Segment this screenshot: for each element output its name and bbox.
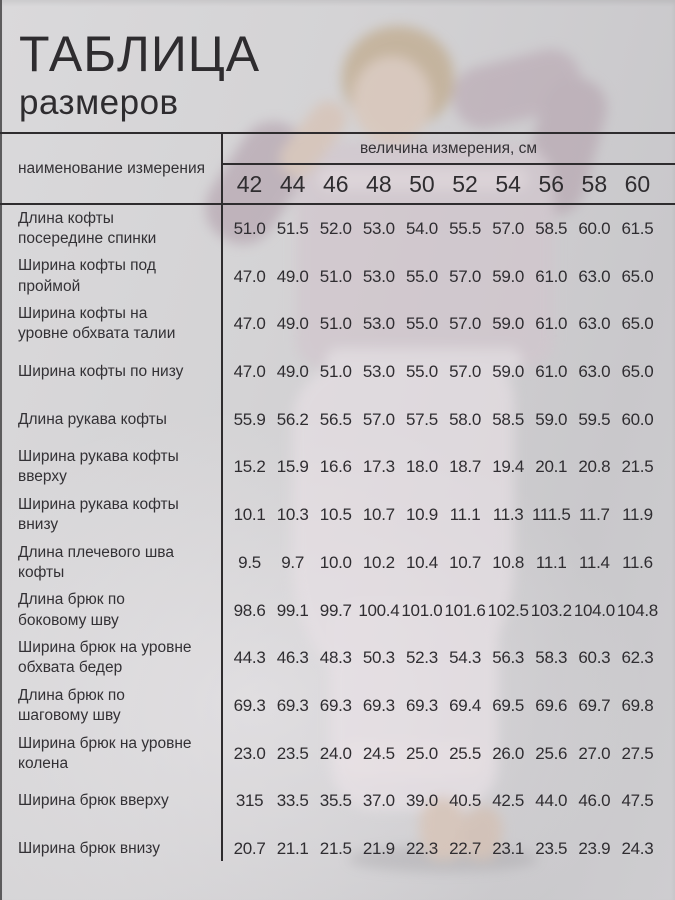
measurement-name: Ширина брюк внизу (18, 840, 160, 858)
measurement-value: 10.1 (233, 505, 266, 525)
measurement-value: 69.3 (233, 696, 266, 716)
measurement-name: Длина брюк по боковому шву (18, 591, 125, 629)
measurement-value: 65.0 (621, 314, 654, 334)
measurement-value: 10.4 (405, 552, 438, 572)
measurement-value: 58.0 (449, 409, 481, 429)
size-column-header: 56 (538, 170, 565, 197)
measurement-value: 53.0 (362, 266, 395, 286)
measurement-value: 111.5 (531, 505, 571, 525)
measurement-value: 54.3 (449, 648, 481, 668)
measurement-value: 69.3 (276, 696, 309, 716)
page-title (19, 26, 261, 122)
measurement-value: 39.0 (405, 791, 438, 811)
measurement-value: 69.6 (535, 696, 568, 716)
measurement-value: 25.0 (405, 743, 438, 763)
measurement-value: 51.0 (319, 266, 352, 286)
measurement-value: 49.0 (276, 314, 309, 334)
measurement-value: 10.2 (362, 552, 395, 572)
measurement-values (222, 314, 675, 334)
measurement-value: 10.9 (405, 505, 438, 525)
measurement-value: 25.6 (535, 743, 568, 763)
table-row (0, 348, 675, 396)
measurement-name: Ширина рукава кофты внизу (18, 496, 179, 534)
measurement-value: 19.4 (492, 457, 525, 477)
measurement-value: 69.5 (492, 696, 525, 716)
measurement-value: 23.1 (492, 839, 525, 859)
measurement-value: 69.7 (578, 696, 611, 716)
measurement-value: 59.0 (535, 409, 568, 429)
measurement-values (222, 362, 675, 382)
measurement-value: 11.9 (622, 505, 653, 525)
measurement-values (222, 696, 675, 716)
measurement-name: Ширина кофты под проймой (18, 257, 156, 295)
measurement-value: 47.0 (233, 266, 266, 286)
table-row (0, 825, 675, 873)
measurement-value: 104.8 (616, 600, 658, 620)
measurement-value: 10.3 (276, 505, 309, 525)
measurement-name: Длина кофты посередине спинки (18, 209, 157, 247)
measurement-value: 37.0 (362, 791, 395, 811)
measurement-name: Длина рукава кофты (18, 410, 167, 428)
measurement-value: 47.0 (233, 314, 266, 334)
measurement-value: 69.3 (362, 696, 395, 716)
measurement-value: 53.0 (362, 218, 395, 238)
measurement-value: 42.5 (492, 791, 525, 811)
measurement-value: 21.5 (319, 839, 352, 859)
measurement-value: 18.0 (405, 457, 438, 477)
measurement-value: 10.0 (319, 552, 352, 572)
measurement-value: 60.3 (578, 648, 611, 668)
measurement-value: 55.5 (449, 218, 481, 238)
measurement-value: 101.6 (444, 600, 486, 620)
measurement-value: 61.5 (621, 218, 654, 238)
measurement-value: 54.0 (405, 218, 438, 238)
measurement-value: 59.0 (492, 266, 525, 286)
measurement-value: 49.0 (276, 362, 309, 382)
measurement-value: 57.0 (362, 409, 395, 429)
table-row (0, 253, 675, 301)
measurement-value: 18.7 (449, 457, 481, 477)
measurement-value: 57.5 (405, 409, 438, 429)
measurement-value: 57.0 (449, 266, 481, 286)
measurement-values (222, 219, 675, 239)
measurement-value: 47.0 (233, 362, 266, 382)
measurement-name: Ширина кофты по низу (18, 362, 184, 380)
measurement-value: 11.6 (622, 552, 653, 572)
measurement-name: Ширина рукава кофты вверху (18, 448, 179, 486)
model-face (352, 56, 432, 144)
measurement-value: 65.0 (621, 362, 654, 382)
measurement-values (222, 791, 675, 811)
measurement-value: 63.0 (578, 314, 611, 334)
measurement-values (222, 744, 675, 764)
measurement-value: 53.0 (362, 362, 395, 382)
measurement-value: 47.5 (621, 791, 654, 811)
measurement-values (222, 553, 675, 573)
measurement-value: 11.3 (492, 505, 524, 525)
measurement-value: 57.0 (492, 218, 525, 238)
measurement-value: 20.7 (233, 839, 266, 859)
table-row (0, 634, 675, 682)
measurement-value: 51.5 (276, 218, 309, 238)
measurement-values (222, 267, 675, 287)
measurement-value: 51.0 (319, 362, 352, 382)
measurement-name: Ширина брюк на уровне обхвата бедер (18, 639, 192, 677)
measurement-value: 10.8 (492, 552, 525, 572)
measurement-value: 10.7 (449, 552, 481, 572)
measurement-value: 33.5 (276, 791, 309, 811)
measurement-value: 27.5 (621, 743, 654, 763)
measurement-value: 52.0 (319, 218, 352, 238)
table-row (0, 682, 675, 730)
size-column-header: 54 (495, 170, 521, 197)
values-column-header: величина измерения, см (359, 140, 537, 157)
measurement-values (222, 505, 675, 525)
measurement-value: 27.0 (578, 743, 611, 763)
table-row (0, 539, 675, 587)
measurement-value: 59.5 (578, 409, 611, 429)
size-column-header: 48 (366, 170, 392, 197)
measurement-value: 63.0 (578, 266, 611, 286)
name-column-header: наименование измерения (18, 159, 206, 177)
measurement-value: 57.0 (449, 362, 481, 382)
measurement-value: 57.0 (449, 314, 481, 334)
measurement-value: 315 (235, 791, 264, 811)
measurement-value: 40.5 (449, 791, 481, 811)
measurement-value: 56.3 (492, 648, 525, 668)
measurement-value: 50.3 (362, 648, 395, 668)
sizes-row (222, 165, 675, 203)
page-title-line2: размеров (19, 83, 179, 122)
measurement-value: 62.3 (621, 648, 654, 668)
measurement-value: 23.5 (276, 743, 309, 763)
measurement-value: 99.7 (319, 600, 352, 620)
measurement-value: 11.4 (579, 552, 610, 572)
measurement-value: 25.5 (449, 743, 481, 763)
measurement-value: 59.0 (492, 314, 525, 334)
table-row (0, 205, 675, 253)
size-column-header: 60 (624, 170, 651, 197)
measurement-values (222, 410, 675, 430)
measurement-value: 10.5 (319, 505, 352, 525)
size-column-header: 58 (581, 170, 608, 197)
measurement-value: 61.0 (535, 362, 568, 382)
measurement-values (222, 457, 675, 477)
measurement-value: 49.0 (276, 266, 309, 286)
measurement-value: 24.5 (362, 743, 395, 763)
measurement-value: 15.2 (233, 457, 266, 477)
measurement-value: 21.5 (621, 457, 654, 477)
size-column-header: 46 (322, 170, 349, 197)
measurement-value: 48.3 (319, 648, 352, 668)
measurement-value: 52.3 (405, 648, 438, 668)
measurement-value: 51.0 (233, 218, 266, 238)
measurement-value: 17.3 (362, 457, 395, 477)
measurement-value: 101.0 (401, 600, 443, 620)
measurement-value: 44.0 (535, 791, 568, 811)
measurement-value: 104.0 (573, 600, 615, 620)
measurement-name: Ширина кофты на уровне обхвата талии (18, 305, 176, 343)
table-row (0, 730, 675, 778)
measurement-value: 58.5 (492, 409, 525, 429)
measurement-value: 51.0 (319, 314, 352, 334)
measurement-name: Ширина брюк на уровне колена (18, 734, 192, 772)
table-row (0, 491, 675, 539)
measurement-value: 11.1 (449, 505, 481, 525)
measurement-value: 53.0 (362, 314, 395, 334)
measurement-value: 9.7 (281, 552, 304, 572)
measurement-value: 59.0 (492, 362, 525, 382)
measurement-value: 11.1 (535, 552, 567, 572)
measurement-value: 55.0 (405, 314, 438, 334)
measurement-value: 35.5 (319, 791, 352, 811)
size-column-header: 50 (409, 170, 435, 197)
measurement-value: 46.0 (578, 791, 611, 811)
measurement-value: 16.6 (319, 457, 352, 477)
table-row (0, 778, 675, 826)
measurement-value: 102.5 (487, 600, 529, 620)
table-row (0, 396, 675, 444)
size-column-header: 42 (236, 170, 263, 197)
measurement-value: 21.9 (362, 839, 395, 859)
measurement-value: 46.3 (276, 648, 309, 668)
measurement-value: 24.0 (319, 743, 352, 763)
size-column-header: 44 (279, 170, 306, 197)
measurement-value: 24.3 (621, 839, 654, 859)
table-row (0, 300, 675, 348)
measurement-value: 56.2 (276, 409, 309, 429)
page-title-line1: ТАБЛИЦА (19, 26, 261, 82)
size-column-header: 52 (452, 170, 478, 197)
measurement-value: 21.1 (276, 839, 309, 859)
measurement-value: 58.3 (535, 648, 568, 668)
measurement-value: 22.7 (449, 839, 481, 859)
measurement-value: 44.3 (233, 648, 266, 668)
measurement-value: 15.9 (276, 457, 309, 477)
measurement-name: Длина плечевого шва кофты (18, 543, 174, 581)
measurement-value: 58.5 (535, 218, 568, 238)
table-row (0, 444, 675, 492)
measurement-values (222, 601, 675, 621)
measurement-value: 98.6 (233, 600, 266, 620)
measurement-value: 61.0 (535, 266, 568, 286)
measurement-value: 20.1 (535, 457, 568, 477)
measurement-value: 11.7 (579, 505, 610, 525)
measurement-value: 100.4 (358, 600, 400, 620)
measurement-name: Ширина брюк вверху (18, 792, 169, 810)
table-rows (0, 205, 675, 873)
measurement-value: 56.5 (319, 409, 352, 429)
measurement-value: 99.1 (276, 600, 309, 620)
measurement-value: 65.0 (621, 266, 654, 286)
measurement-value: 69.4 (449, 696, 481, 716)
measurement-value: 26.0 (492, 743, 525, 763)
measurement-value: 23.0 (233, 743, 266, 763)
measurement-value: 23.9 (578, 839, 611, 859)
measurement-value: 103.2 (530, 600, 572, 620)
measurement-value: 60.0 (621, 409, 654, 429)
measurement-value: 60.0 (578, 218, 611, 238)
measurement-values (222, 648, 675, 668)
measurement-value: 69.3 (319, 696, 352, 716)
measurement-value: 63.0 (578, 362, 611, 382)
measurement-value: 10.7 (362, 505, 395, 525)
measurement-value: 22.3 (405, 839, 438, 859)
measurement-values (222, 839, 675, 859)
measurement-value: 23.5 (535, 839, 568, 859)
measurement-value: 55.0 (405, 266, 438, 286)
measurement-value: 69.3 (405, 696, 438, 716)
measurement-name: Длина брюк по шаговому шву (18, 686, 125, 725)
measurement-value: 20.8 (578, 457, 611, 477)
measurement-value: 61.0 (535, 314, 568, 334)
measurement-value: 69.8 (621, 696, 654, 716)
measurement-value: 9.5 (238, 552, 261, 572)
measurement-value: 55.0 (405, 362, 438, 382)
table-row (0, 587, 675, 635)
measurement-value: 55.9 (233, 409, 266, 429)
